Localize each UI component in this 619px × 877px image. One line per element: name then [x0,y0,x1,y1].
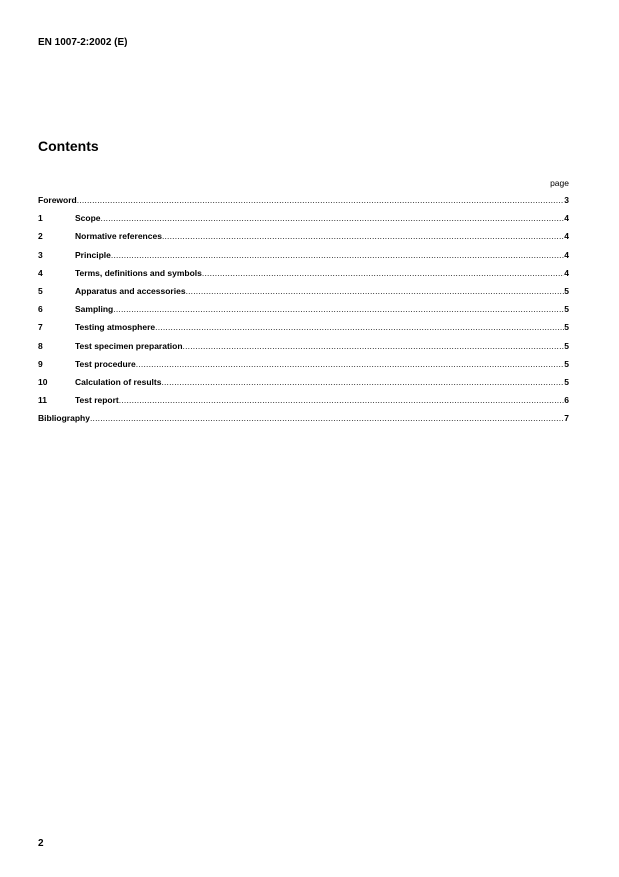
toc-dot-leader [202,268,564,278]
toc-entry-number: 11 [38,395,47,406]
toc-entry-page: 5 [564,285,569,296]
toc-entry-title: Sampling [75,304,114,315]
toc-entry-title: Test procedure [75,358,136,369]
toc-entry-title: Bibliography [38,413,90,424]
toc-entry[interactable] [38,413,569,431]
toc-entry-title: Testing atmosphere [75,322,156,333]
toc-entry-number: 4 [38,267,43,278]
toc-entry[interactable] [38,359,569,377]
toc-entry-title: Scope [75,213,101,224]
toc-entry-number: 5 [38,285,43,296]
toc-entry-title: Normative references [75,231,162,242]
toc-entry-page: 4 [564,213,569,224]
toc-entry[interactable] [38,304,569,322]
toc-dot-leader [161,377,564,387]
toc-entry[interactable] [38,286,569,304]
page-column-label: page [550,178,569,188]
toc-dot-leader [111,250,564,260]
toc-entry-page: 4 [564,231,569,242]
toc-entry-page: 5 [564,358,569,369]
toc-entry[interactable] [38,377,569,395]
toc-entry-number: 10 [38,376,48,387]
toc-entry[interactable] [38,322,569,340]
toc-entry-title: Test report [75,395,119,406]
table-of-contents [38,195,569,431]
contents-title: Contents [38,138,99,154]
toc-entry[interactable] [38,195,569,213]
toc-dot-leader [119,395,564,405]
toc-entry-number: 3 [38,249,43,260]
toc-entry[interactable] [38,395,569,413]
toc-entry[interactable] [38,250,569,268]
toc-entry-page: 3 [564,195,569,205]
toc-entry-title: Principle [75,249,111,260]
toc-entry-page: 5 [564,304,569,315]
toc-dot-leader [162,231,564,241]
toc-entry-page: 4 [564,267,569,278]
toc-entry-title: Calculation of results [75,376,162,387]
toc-dot-leader [186,286,565,296]
toc-dot-leader [77,195,565,205]
toc-entry[interactable] [38,231,569,249]
toc-entry[interactable] [38,213,569,231]
toc-dot-leader [113,304,564,314]
toc-dot-leader [101,213,565,223]
toc-entry-page: 4 [564,249,569,260]
toc-entry-page: 5 [564,322,569,333]
document-id-header: EN 1007-2:2002 (E) [38,37,128,48]
toc-entry-title: Apparatus and accessories [75,285,186,296]
toc-entry-title: Test specimen preparation [75,340,183,351]
toc-entry-page: 7 [564,413,569,424]
toc-dot-leader [183,341,565,351]
toc-entry-number: 2 [38,231,43,242]
toc-entry[interactable] [38,341,569,359]
toc-entry-title: Terms, definitions and symbols [75,267,202,278]
toc-entry-number: 6 [38,304,43,315]
toc-entry-number: 1 [38,213,43,224]
toc-entry-number: 8 [38,340,43,351]
toc-entry-page: 5 [564,340,569,351]
toc-entry-number: 7 [38,322,43,333]
toc-dot-leader [136,359,564,369]
toc-entry-page: 6 [564,395,569,406]
toc-dot-leader [90,413,564,423]
toc-entry[interactable] [38,268,569,286]
page-number: 2 [38,838,44,849]
toc-dot-leader [155,322,564,332]
toc-entry-number: 9 [38,358,43,369]
toc-entry-title: Foreword [38,195,77,205]
toc-entry-page: 5 [564,376,569,387]
